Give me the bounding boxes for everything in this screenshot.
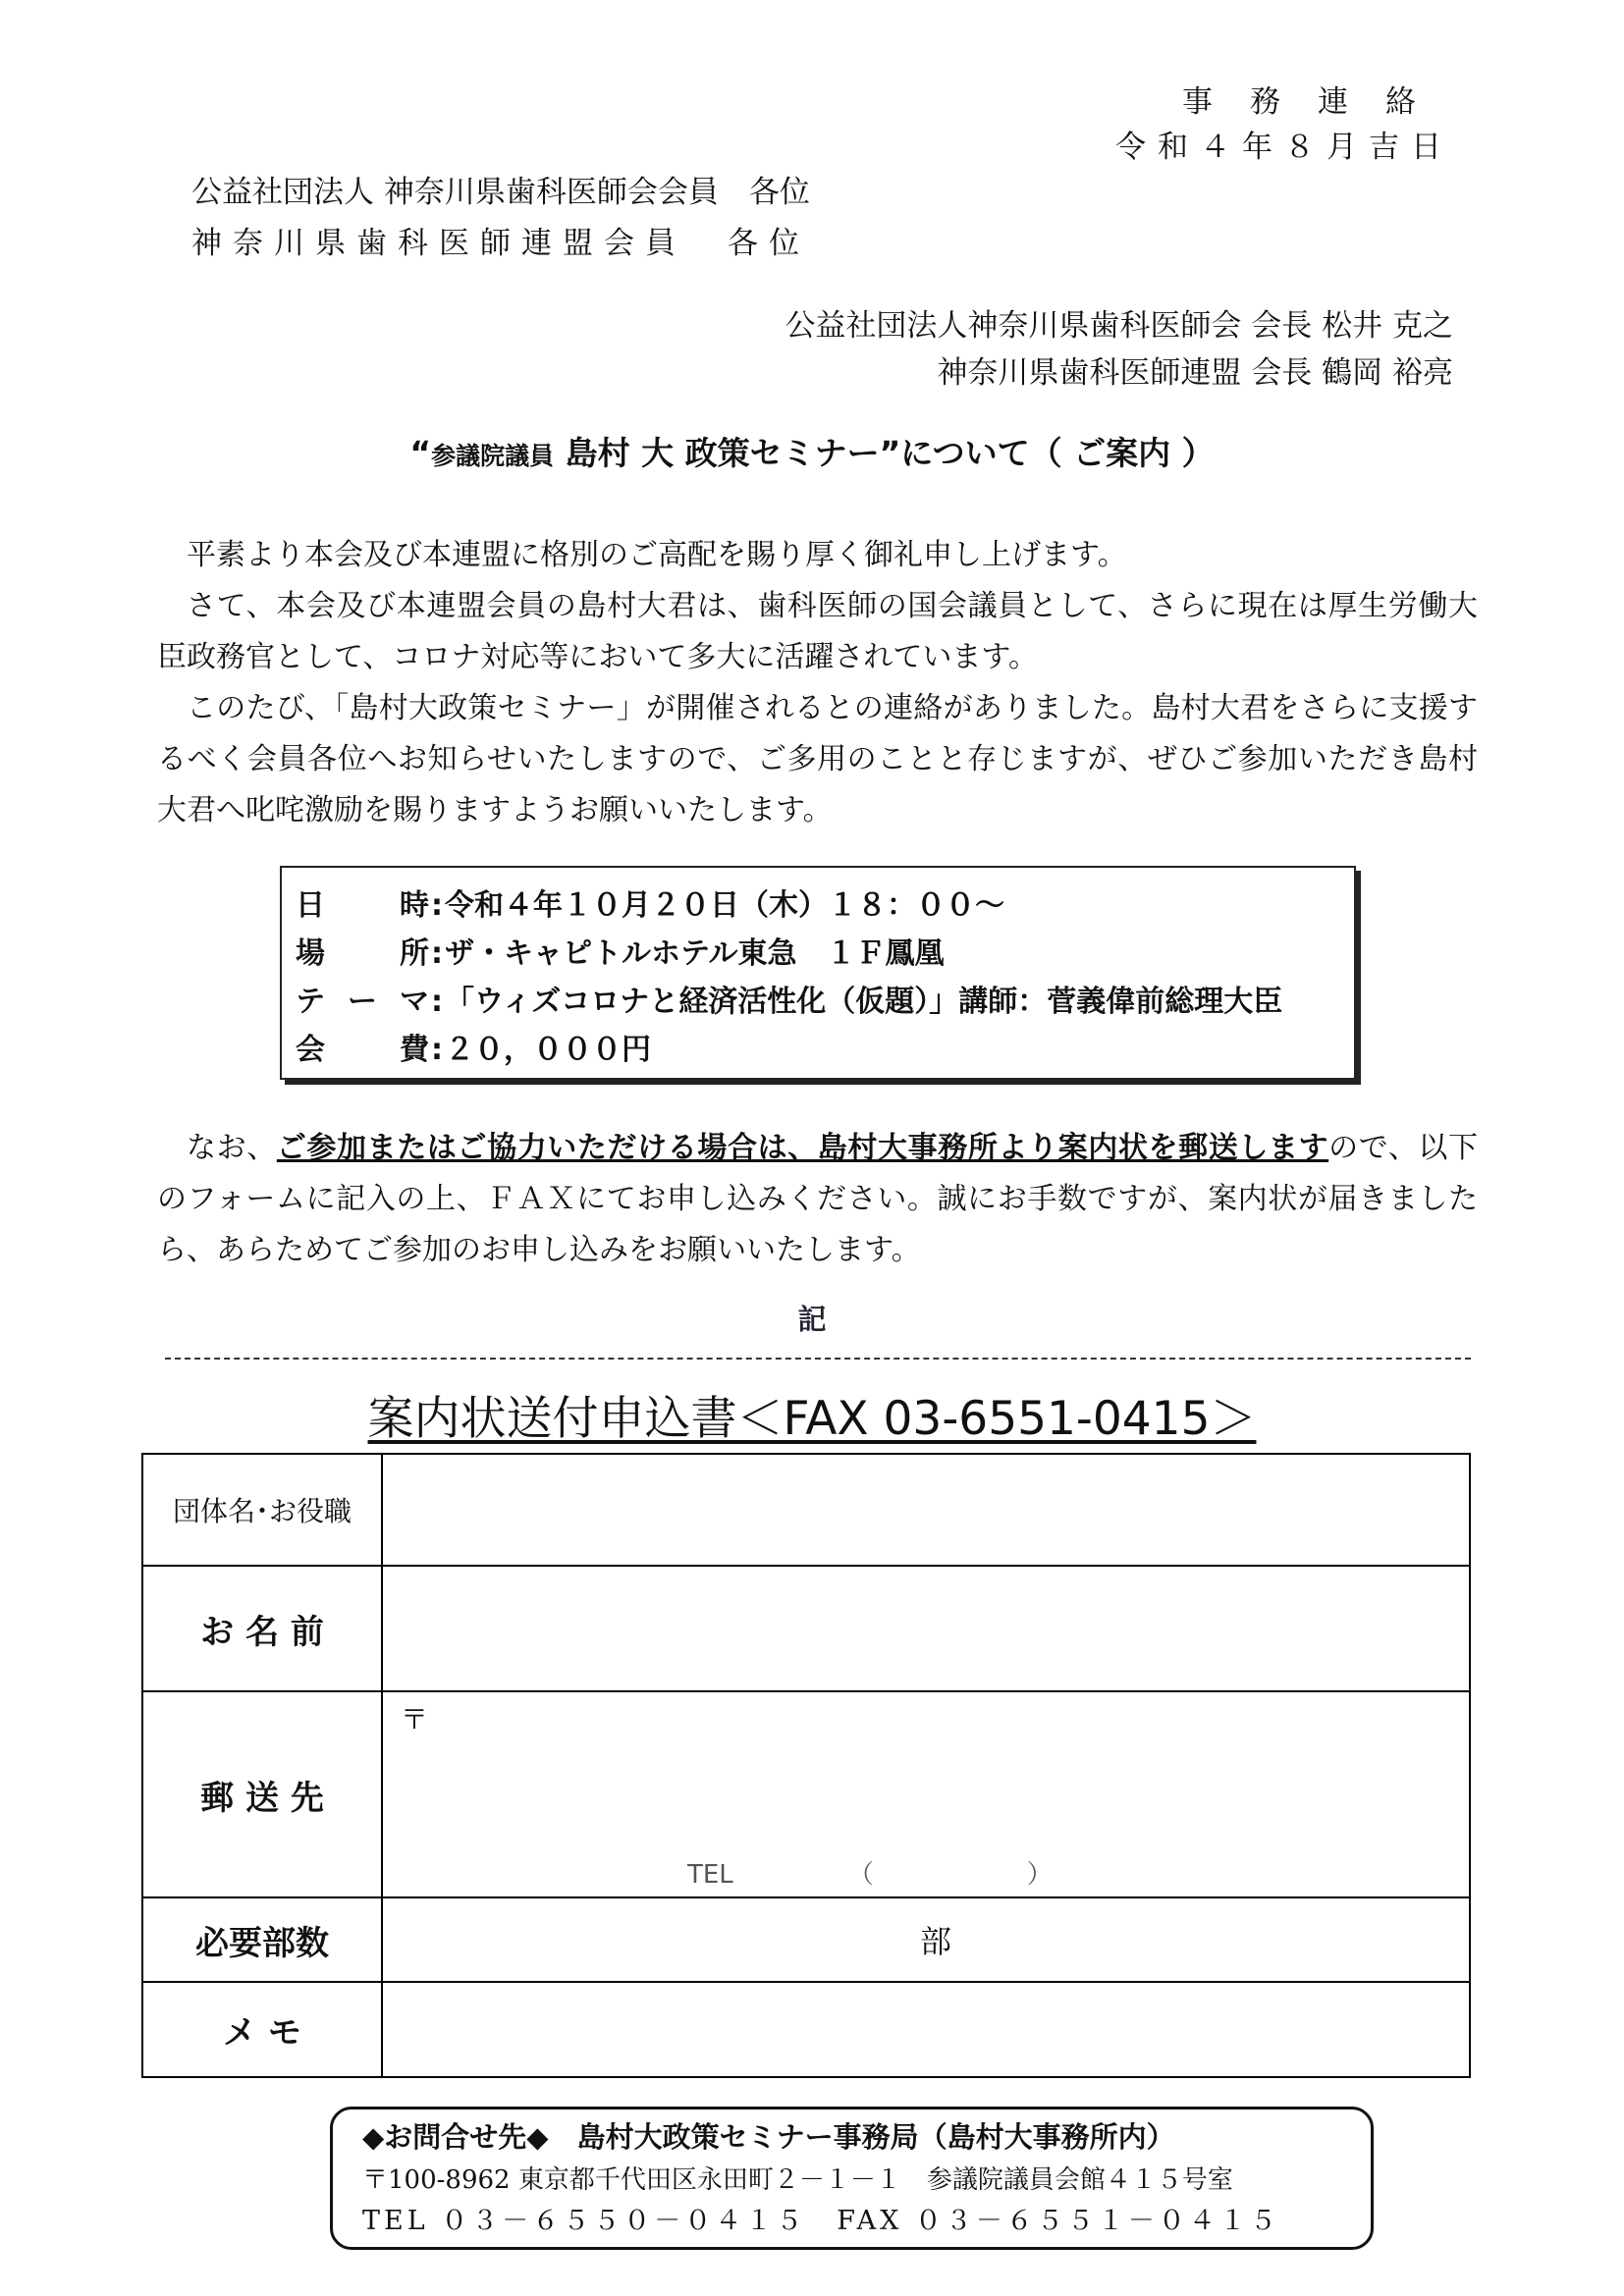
tel-field-label: TEL （ ）: [687, 1860, 1053, 1890]
event-fee-row: [296, 1026, 1338, 1074]
memo-field[interactable]: [382, 1982, 1470, 2077]
body-paragraph-1: 平素より本会及び本連盟に格別のご高配を賜り厚く御礼申し上げます。: [187, 538, 1127, 572]
title-main: 島村 大 政策セミナー”について（ ご案内 ）: [554, 434, 1215, 472]
contact-address: 〒100-8962 東京都千代田区永田町２－１－１ 参議院議員会館４１５号室: [362, 2165, 1233, 2195]
form-row-name: [142, 1566, 1470, 1691]
title-prefix: 参議院議員: [431, 442, 555, 470]
copies-label: 必要部数: [142, 1897, 382, 1982]
recipient-line-2: 神奈川県歯科医師連盟会員 各位: [191, 226, 810, 261]
postal-mark: 〒: [401, 1703, 429, 1735]
separator: :: [431, 888, 443, 923]
application-form: [141, 1453, 1471, 2078]
event-place: ザ・キャピトルホテル東急 １Ｆ鳳凰: [445, 936, 945, 971]
address-label: 郵 送 先: [142, 1691, 382, 1897]
form-row-organization: [142, 1454, 1470, 1566]
event-theme-row: [296, 978, 1338, 1026]
event-fee-label: 会費: [296, 1033, 429, 1067]
note-suffix: ので、以下のフォームに記入の上、ＦＡＸにてお申し込みください。誠にお手数ですが、案内状が届きましたら、あらためてご参加のお申し込みをお願いいたします。: [157, 1131, 1478, 1267]
event-datetime-row: [296, 881, 1338, 930]
recipient-line-1: 公益社団法人 神奈川県歯科医師会会員 各位: [191, 175, 810, 210]
form-row-memo: [142, 1982, 1470, 2077]
event-theme: 「ウィズコロナと経済活性化（仮題）」講師：菅義偉前総理大臣: [445, 985, 1283, 1019]
body-paragraph-3: このたび、「島村大政策セミナー」が開催されるとの連絡がありました。島村大君をさらに支援するべく会員各位へお知らせいたしますので、ご多用のことと存じますが、ぜひご参加いただき島村大君へ叱咤激励を賜りますようお願いいたします。: [157, 691, 1478, 828]
note-text: [157, 1123, 1478, 1276]
note-prefix: なお、: [187, 1131, 277, 1165]
contact-box: [330, 2107, 1374, 2250]
document-date: 令和４年８月吉日: [1115, 130, 1453, 165]
separator: :: [431, 985, 443, 1019]
title-open-quote: “: [409, 434, 432, 472]
name-field[interactable]: [382, 1566, 1470, 1691]
body-paragraph-2: さて、本会及び本連盟会員の島村大君は、歯科医師の国会議員として、さらに現在は厚生労働大臣政務官として、コロナ対応等において多大に活躍されています。: [157, 589, 1478, 674]
event-fee: ２０，０００円: [445, 1033, 651, 1067]
name-label: お 名 前: [142, 1566, 382, 1691]
form-title: 案内状送付申込書＜FAX 03-6551-0415＞: [367, 1392, 1257, 1446]
event-datetime-label: 日時: [296, 888, 429, 923]
note-paragraph: [157, 1123, 1478, 1276]
organization-label: 団体名･お役職: [142, 1454, 382, 1566]
organization-field[interactable]: [382, 1454, 1470, 1566]
event-info-box: [280, 866, 1356, 1080]
copies-field[interactable]: [382, 1897, 1470, 1982]
document-title: [0, 428, 1624, 474]
separator: :: [431, 936, 443, 971]
cut-line-divider: [165, 1358, 1471, 1360]
sender-line-2: 神奈川県歯科医師連盟 会長 鶴岡 裕亮: [937, 355, 1453, 391]
body-text: [157, 530, 1478, 836]
separator: :: [431, 1033, 443, 1067]
event-place-row: [296, 930, 1338, 978]
form-row-address: [142, 1691, 1470, 1897]
contact-phone-fax: TEL ０３－６５５０－０４１５ FAX ０３－６５５１－０４１５: [362, 2206, 1280, 2236]
form-row-copies: [142, 1897, 1470, 1982]
contact-heading: ◆お問合せ先◆ 島村大政策セミナー事務局（島村大事務所内）: [362, 2120, 1175, 2154]
document-type: 事務連絡: [1182, 84, 1453, 120]
sender-line-1: 公益社団法人神奈川県歯科医師会 会長 松井 克之: [785, 308, 1453, 344]
ki-mark: 記: [797, 1303, 827, 1336]
event-place-label: 場所: [296, 936, 429, 971]
note-emphasis: ご参加またはご協力いただける場合は、島村大事務所より案内状を郵送します: [276, 1131, 1329, 1165]
address-field[interactable]: [382, 1691, 1470, 1897]
memo-label: メ モ: [142, 1982, 382, 2077]
event-datetime: 令和４年１０月２０日（木）１８：００～: [445, 888, 1004, 923]
event-theme-label: テーマ: [296, 985, 429, 1019]
copies-unit: 部: [919, 1923, 951, 1960]
